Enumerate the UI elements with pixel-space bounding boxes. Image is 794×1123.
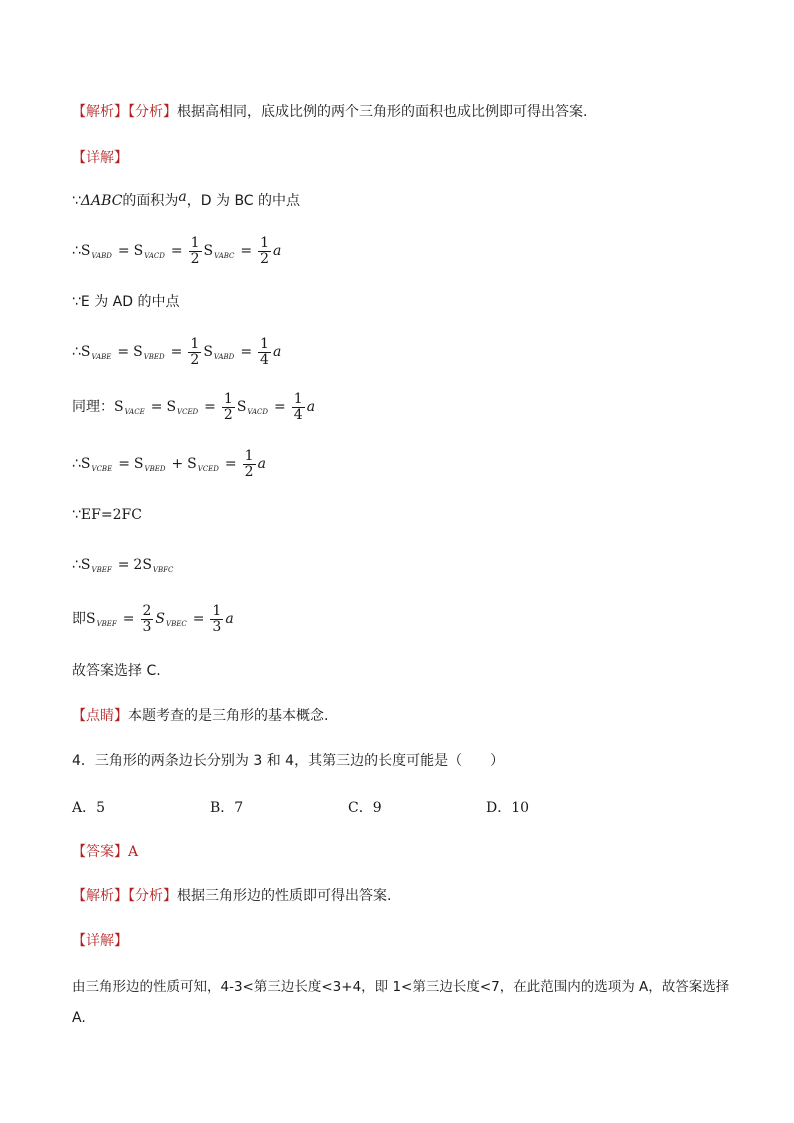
equation-4: ∴ S VCBE = S VBED + S VCED = $\frac{1}{2}$ a: [72, 447, 266, 480]
equation-2: ∴ S VABE = S VBED = $\frac{1}{2}$ S VABD = $\frac{1}{4}$ a: [72, 335, 282, 368]
equation-5: ∴ S VBEF = 2S VBFC: [72, 557, 174, 574]
equation-1: ∴ S VABD = S VACD = $\frac{1}{2}$ S VABC = $\frac{1}{2}$ a: [72, 234, 282, 267]
equation-6: 即 S VBEF = $\frac{2}{3}$ S VBEC = $\frac{1}{3}$ a: [72, 602, 234, 635]
comment-tag: 【点睛】: [72, 708, 128, 724]
conclusion-line: 故答案选择 C.: [72, 663, 161, 679]
answer-line: [72, 842, 138, 862]
detail4-text-line1: 由三角形边的性质可知，4-3<第三边长度<3+4，即 1<第三边长度<7，在此范围内的选项为 A，故答案选择: [72, 979, 730, 995]
question-4: 4．三角形的两条边长分别为 3 和 4，其第三边的长度可能是（ ）: [72, 753, 505, 769]
triangle-abc: ΔABC: [80, 193, 123, 209]
option-b: B．7: [210, 800, 244, 816]
analysis-tag: 【解析】【分析】: [72, 104, 177, 120]
analysis4-line: 【解析】【分析】根据三角形边的性质即可得出答案.: [72, 888, 392, 904]
fraction: $\frac{1}{2}$: [190, 234, 200, 267]
option-c: C．9: [348, 800, 382, 816]
fraction: $\frac{1}{2}$: [260, 234, 270, 267]
detail-heading: [72, 148, 128, 168]
analysis-text: 根据高相同，底成比例的两个三角形的面积也成比例即可得出答案.: [177, 104, 588, 120]
detail4-heading: 【详解】: [72, 933, 128, 949]
comment-text: 本题考查的是三角形的基本概念.: [128, 708, 329, 724]
answer-tag: 【答案】: [72, 844, 128, 860]
answer-value: A: [128, 844, 139, 860]
option-a: A．5: [72, 800, 106, 816]
option-d: D．10: [486, 800, 530, 816]
equation-3: 同理： S VACE = S VCED = $\frac{1}{2}$ S VACD = $\frac{1}{4}$ a: [72, 390, 316, 423]
comment-line: [72, 706, 328, 726]
e-midpoint-line: ∵E 为 AD 的中点: [72, 294, 180, 310]
detail4-text-line2: A.: [72, 1010, 86, 1026]
analysis-line: [72, 102, 587, 122]
detail-tag: 【详解】: [72, 150, 128, 166]
given-line: ∵ΔABC的面积为a，D 为 BC 的中点: [72, 189, 301, 209]
ef-line: ∵EF=2FC: [72, 507, 142, 523]
